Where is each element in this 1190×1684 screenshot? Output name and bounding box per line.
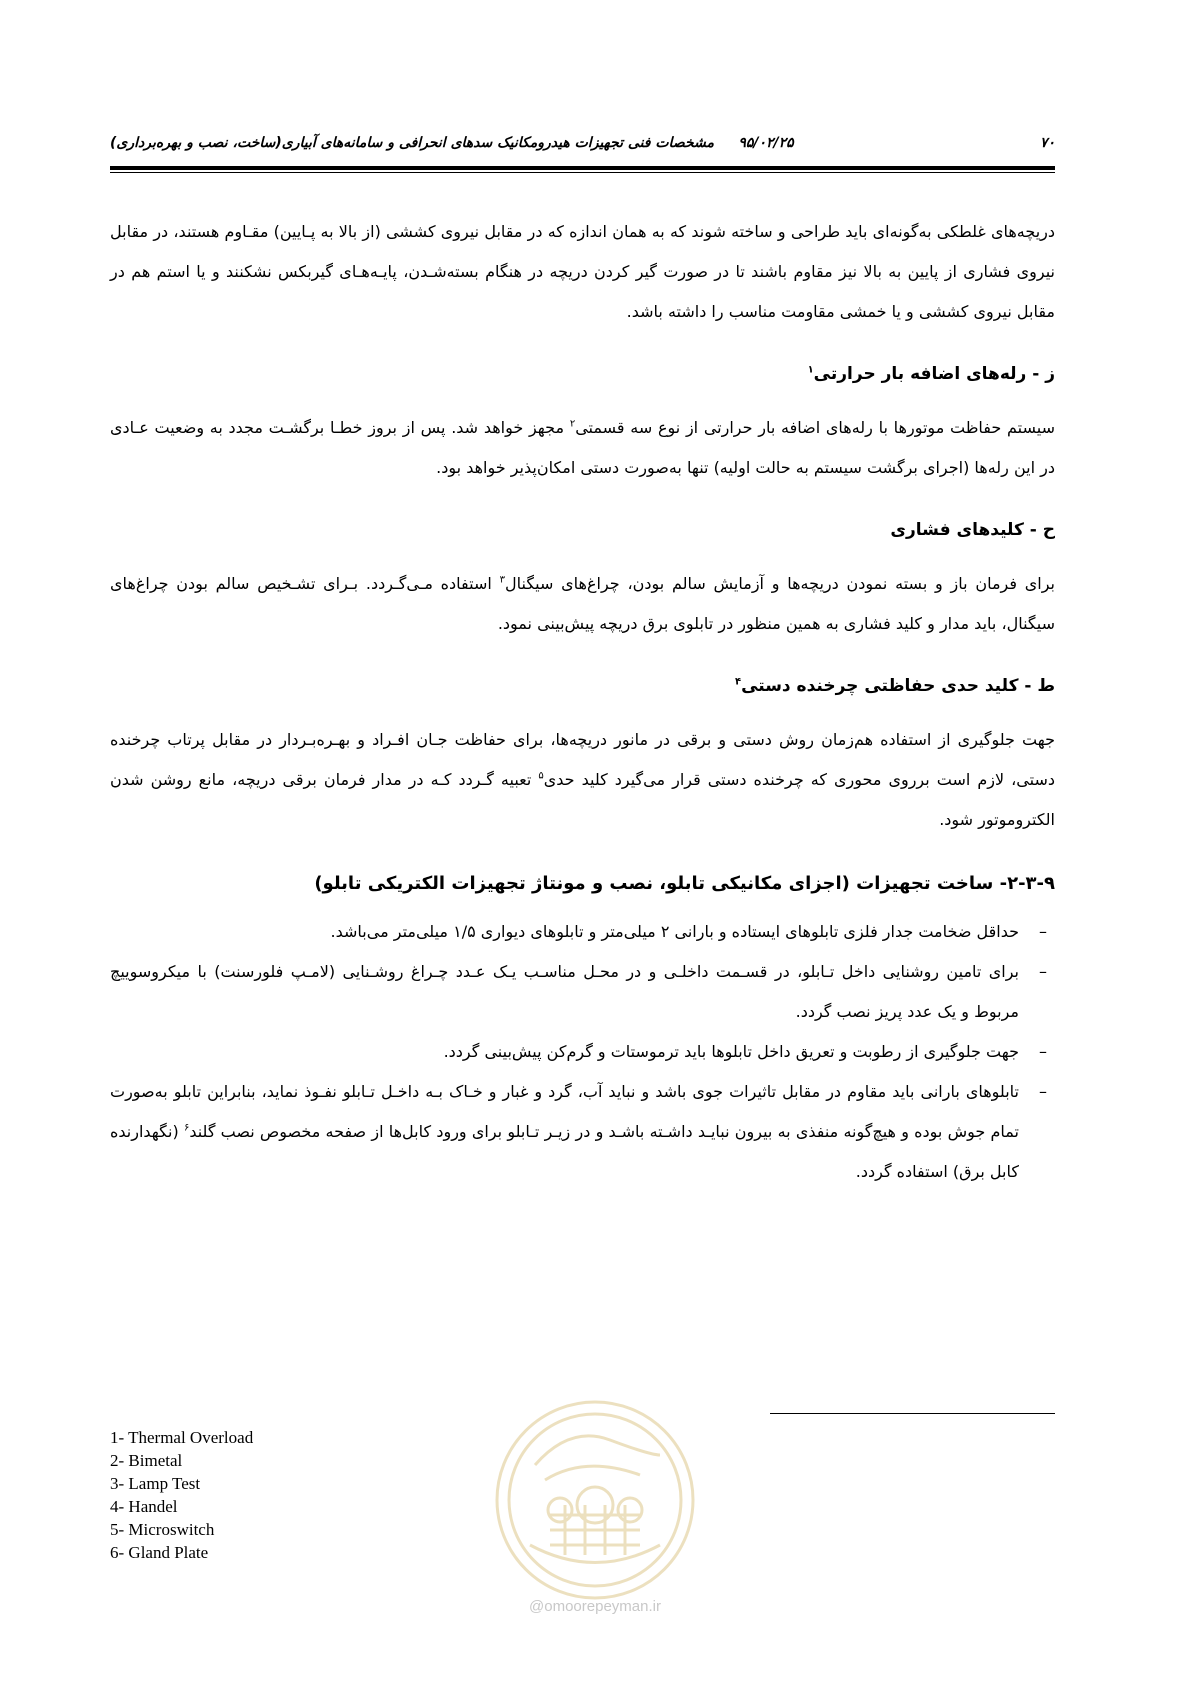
footnote-ref-2: ۲ [569, 418, 576, 430]
footnote-ref-3: ۳ [499, 574, 505, 586]
watermark-url: @omoorepeyman.ir [529, 1598, 661, 1615]
paragraph-text: مجهز خواهد شد. پس از بروز خطـا برگشـت مجدد به وضعیت عـادی در این رله‌ها (اجرای برگشت سیستم به حالت اولیه) تنها به‌صورت دستی امکان‌پذیر خواهد بود. [110, 418, 1055, 477]
footnote-4: 4- Handel [110, 1497, 178, 1516]
bullet-dash: – [1039, 962, 1047, 981]
heading-text: ح - کلیدهای فشاری [890, 520, 1055, 540]
footnote-3: 3- Lamp Test [110, 1474, 201, 1493]
bullet-list [110, 912, 1055, 1192]
paragraph-thermal-overload [110, 408, 1055, 488]
paragraph-handwheel-limit-switch [110, 720, 1055, 840]
heading-push-buttons [110, 514, 1055, 546]
footnote-ref-5: ۵ [538, 770, 544, 782]
heading-text: ز - رله‌های اضافه بار حرارتی [813, 364, 1055, 384]
paragraph-text: جهت جلوگیری از استفاده هم‌زمان روش دستی و برقی در مانور دریچه‌ها، برای حفاظت جـان افـراد و بهـره‌بـردار در مقابل پرتاب چرخنده دستی، لازم است برروی محوری که چرخنده دستی قرار می‌گیرد کلید حدی [110, 730, 1055, 789]
footnote-5: 5- Microswitch [110, 1520, 215, 1539]
header-rule-thin [110, 172, 1055, 173]
intro-paragraph: دریچه‌های غلطکی به‌گونه‌ای باید طراحی و ساخته شوند که به همان اندازه که در مقابل نیروی کششی (از بالا به پـایین) مقـاوم هستند، در مقابل نیروی فشاری از پایین به بالا نیز مقاوم باشند تا در صورت گیر کردن دریچه در هنگام بسته‌شـدن، پایـه‌هـای گیربکس نشکنند و یا استم هم در مقابل نیروی کششی و یا خمشی مقاومت مناسب را داشته باشد. [110, 222, 1055, 321]
footnote-6: 6- Gland Plate [110, 1543, 209, 1562]
page-body [110, 212, 1055, 1192]
bullet-dash: – [1039, 922, 1047, 941]
list-item-text: جهت جلوگیری از رطوبت و تعریق داخل تابلوها باید ترموستات و گرم‌کن پیش‌بینی گردد. [443, 1042, 1019, 1061]
heading-thermal-overload-relays [110, 358, 1055, 390]
header-rule-thick [110, 166, 1055, 170]
header-code: ۹۵/۰۲/۲۵ [738, 135, 794, 151]
page-number: ۷۰ [1039, 135, 1055, 151]
header-title: مشخصات فنی تجهیزات هیدرومکانیک سدهای انحرافی و سامانه‌های آبیاری(ساخت، نصب و بهره‌برداری) [110, 135, 714, 151]
bullet-dash: – [1039, 1042, 1047, 1061]
footnote-ref-6: ۶ [183, 1122, 190, 1134]
paragraph-push-buttons [110, 564, 1055, 644]
footnote-ref-4: ۴ [734, 676, 742, 688]
footnote-2: 2- Bimetal [110, 1451, 183, 1470]
heading-text: ط - کلید حدی حفاظتی چرخنده دستی [741, 676, 1055, 696]
list-item [110, 1072, 1055, 1192]
list-item-text: تابلوهای بارانی باید مقاوم در مقابل تاثیرات جوی باشد و نباید آب، گرد و غبار و خـاک بـه داخـل تـابلو نفـوذ نماید، بنابراین تابلو به‌صورت تمام جوش بوده و هیچ‌گونه منفذی به بیرون نبایـد داشـته باشـد و در زیـر تـابلو برای ورود کابل‌ها از صفحه مخصوص نصب گلند [110, 1082, 1019, 1141]
paragraph-text: برای فرمان باز و بسته نمودن دریچه‌ها و آزمایش سالم بودن، چراغ‌های سیگنال [504, 574, 1056, 593]
footnote-separator [770, 1413, 1055, 1414]
paragraph-text: استفاده مـی‌گـردد. بـرای تشـخیص سالم بودن چراغ‌های سیگنال، باید مدار و کلید فشاری به همین منظور در تابلوی برق دریچه پیش‌بینی نمود. [110, 574, 1055, 633]
list-item [110, 1032, 1055, 1072]
footnote-ref-1: ۱ [807, 364, 814, 376]
page-header [110, 126, 1055, 160]
paragraph-text: تعبیه گـردد کـه در مدار فرمان برقی دریچه، مانع روشن شدن الکتروموتور شود. [110, 770, 1055, 829]
footnotes [110, 1426, 253, 1564]
heading-handwheel-limit-switch [110, 670, 1055, 702]
list-item-text: (نگهدارنده کابل برق) استفاده گردد. [110, 1122, 1019, 1181]
bullet-dash: – [1039, 1082, 1047, 1101]
section-heading-equipment-construction: ۲-۳-۹- ساخت تجهیزات (اجزای مکانیکی تابلو، نصب و مونتاژ تجهیزات الکتریکی تابلو) [314, 873, 1055, 894]
footnote-1: 1- Thermal Overload [110, 1428, 254, 1447]
list-item [110, 912, 1055, 952]
paragraph-text: سیستم حفاظت موتورها با رله‌های اضافه بار حرارتی از نوع سه قسمتی [575, 418, 1056, 437]
list-item [110, 952, 1055, 1032]
watermark-stamp-icon [490, 1395, 700, 1605]
list-item-text: برای تامین روشنایی داخل تـابلو، در قسـمت داخلـی و در محـل مناسـب یـک عـدد چـراغ روشـنایی (لامـپ فلورسنت) با میکروسوییچ مربوط و یک عدد پریز نصب گردد. [110, 962, 1019, 1021]
list-item-text: حداقل ضخامت جدار فلزی تابلوهای ایستاده و بارانی ۲ میلی‌متر و تابلوهای دیواری ۱/۵ میلی‌متر می‌باشد. [330, 922, 1019, 941]
running-title [110, 135, 794, 151]
